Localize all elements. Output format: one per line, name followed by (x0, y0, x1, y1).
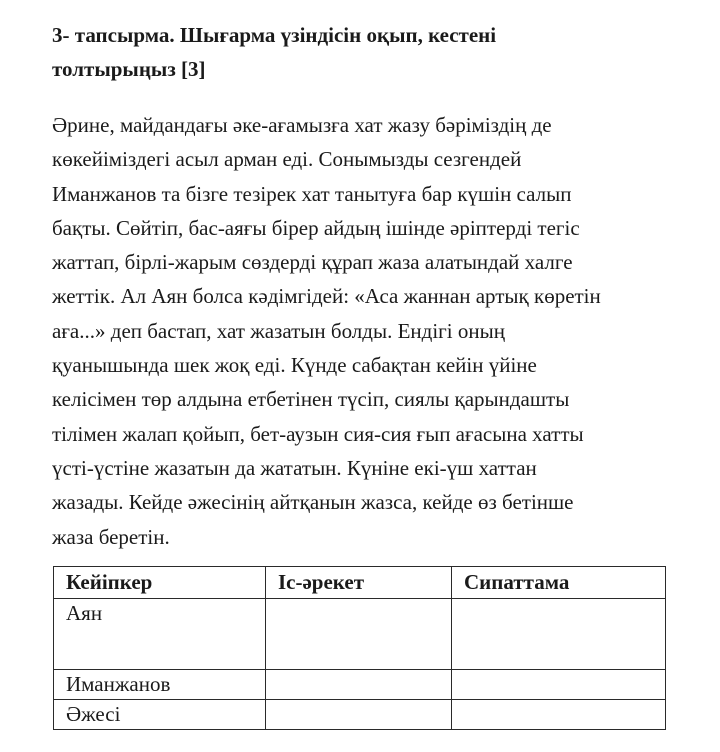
task-title-line: толтырыңыз [3] (52, 57, 206, 81)
action-cell[interactable] (266, 599, 452, 670)
header-action: Іс-әрекет (266, 567, 452, 599)
passage-line: аға...» деп бастап, хат жазатын болды. Ендігі оның (52, 318, 505, 343)
character-cell: Әжесі (54, 700, 266, 730)
passage-line: көкейіміздегі асыл арман еді. Сонымызды сезгендей (52, 147, 522, 172)
passage-line: жазады. Кейде әжесінің айтқанын жазса, кейде өз бетінше (52, 490, 574, 515)
character-table (53, 566, 666, 730)
header-character: Кейіпкер (54, 567, 266, 599)
passage-line: жаттап, бірлі-жарым сөздерді құрап жаза алатындай халге (52, 250, 573, 275)
passage-line: Әрине, майдандағы әке-ағамызға хат жазу бәріміздің де (52, 113, 552, 137)
description-cell[interactable] (452, 670, 666, 700)
character-cell: Иманжанов (54, 670, 266, 700)
table-row (54, 599, 666, 670)
table-row (54, 700, 666, 730)
reading-passage (52, 108, 692, 554)
task-title (52, 18, 672, 86)
action-cell[interactable] (266, 670, 452, 700)
description-cell[interactable] (452, 700, 666, 730)
table-header-row (54, 567, 666, 599)
passage-line: бақты. Сөйтіп, бас-аяғы бірер айдың ішінде әріптерді тегіс (52, 215, 580, 240)
passage-line: келісімен төр алдына етбетінен түсіп, сиялы қарындашты (52, 387, 570, 412)
table-row (54, 670, 666, 700)
passage-line: жаза беретін. (52, 524, 170, 549)
action-cell[interactable] (266, 700, 452, 730)
task-title-line: 3- тапсырма. Шығарма үзіндісін оқып, кестені (52, 23, 497, 47)
passage-line: Иманжанов та бізге тезірек хат танытуға бар күшін салып (52, 181, 572, 206)
header-description: Сипаттама (452, 567, 666, 599)
passage-line: тілімен жалап қойып, бет-аузын сия-сия ғып ағасына хатты (52, 421, 584, 446)
description-cell[interactable] (452, 599, 666, 670)
character-cell: Аян (54, 599, 266, 670)
passage-line: жеттік. Ал Аян болса кәдімгідей: «Аса жаннан артық көретін (52, 284, 601, 309)
passage-line: үсті-үстіне жазатын да жататын. Күніне екі-үш хаттан (52, 455, 537, 480)
passage-line: қуанышында шек жоқ еді. Күнде сабақтан кейін үйіне (52, 353, 537, 378)
